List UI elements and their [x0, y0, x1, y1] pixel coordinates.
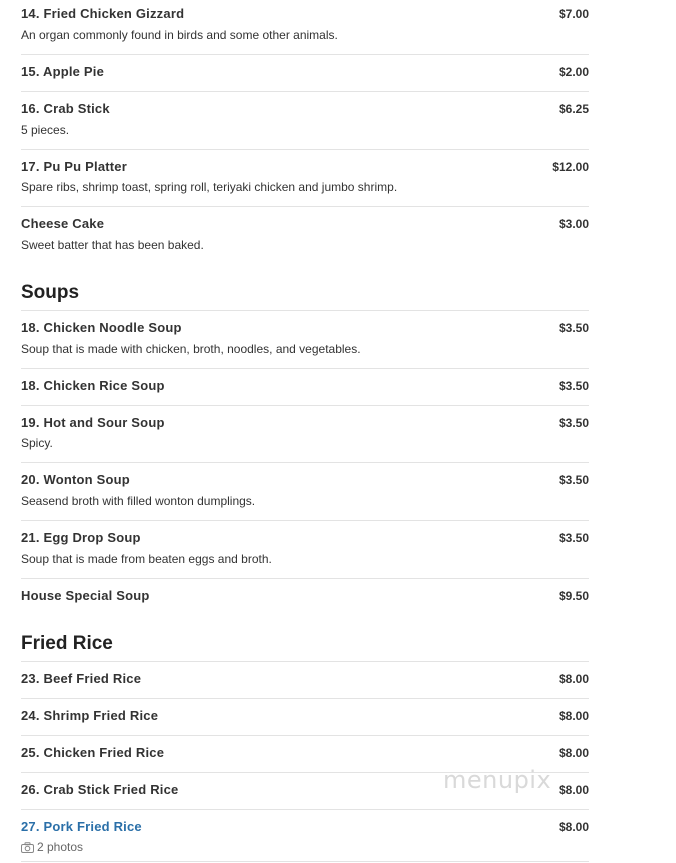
item-price: $3.50	[558, 416, 589, 430]
item-description: Soup that is made from beaten eggs and broth.	[21, 552, 272, 566]
menu-item	[21, 699, 589, 736]
item-description: Spicy.	[21, 436, 53, 450]
item-price: $3.50	[558, 531, 589, 545]
item-name: 17. Pu Pu Platter	[21, 159, 127, 174]
menu-item	[21, 810, 589, 862]
item-price: $8.00	[558, 709, 589, 723]
item-price: $8.00	[558, 746, 589, 760]
menu-item	[21, 369, 589, 406]
menu-item	[21, 0, 589, 55]
item-price: $12.00	[552, 160, 589, 174]
item-price: $6.25	[558, 102, 589, 116]
item-price: $8.00	[558, 783, 589, 797]
item-name: 18. Chicken Noodle Soup	[21, 320, 182, 335]
item-name: 20. Wonton Soup	[21, 472, 130, 487]
item-price: $7.00	[558, 7, 589, 21]
menu-item	[21, 662, 589, 699]
item-name: 25. Chicken Fried Rice	[21, 745, 165, 760]
item-name: 18. Chicken Rice Soup	[21, 378, 165, 393]
menu-item	[21, 150, 589, 207]
item-name: Cheese Cake	[21, 216, 105, 231]
item-description: Seasend broth with filled wonton dumplings.	[21, 494, 256, 508]
item-name: House Special Soup	[21, 588, 150, 603]
menu-item	[21, 55, 589, 92]
item-price: $3.50	[558, 379, 589, 393]
menu-item	[21, 207, 589, 263]
section-title-soups: Soups	[21, 282, 80, 303]
item-name: 21. Egg Drop Soup	[21, 530, 141, 545]
menu-item	[21, 311, 589, 369]
camera-icon	[21, 842, 34, 853]
item-name: 15. Apple Pie	[21, 64, 105, 79]
menu-item	[21, 521, 589, 579]
photos-count: 2 photos	[37, 840, 84, 854]
item-name-link[interactable]: 27. Pork Fried Rice	[21, 819, 142, 834]
item-price: $3.00	[558, 217, 589, 231]
item-name: 26. Crab Stick Fried Rice	[21, 782, 179, 797]
item-price: $9.50	[558, 589, 589, 603]
item-name: 19. Hot and Sour Soup	[21, 415, 165, 430]
item-price: $3.50	[558, 473, 589, 487]
item-name: 24. Shrimp Fried Rice	[21, 708, 159, 723]
item-name: 16. Crab Stick	[21, 101, 110, 116]
menu-item	[21, 92, 589, 150]
item-name: 14. Fried Chicken Gizzard	[21, 6, 185, 21]
item-description: An organ commonly found in birds and some other animals.	[21, 28, 338, 42]
item-name: 23. Beef Fried Rice	[21, 671, 142, 686]
menu-item	[21, 579, 589, 615]
item-description: 5 pieces.	[21, 123, 70, 137]
item-price: $8.00	[558, 820, 589, 834]
photos-link[interactable]	[21, 840, 83, 854]
item-price: $8.00	[558, 672, 589, 686]
item-price: $2.00	[558, 65, 589, 79]
menu-item	[21, 463, 589, 521]
watermark-logo: menupix	[443, 766, 552, 794]
item-description: Soup that is made with chicken, broth, noodles, and vegetables.	[21, 342, 361, 356]
item-description: Sweet batter that has been baked.	[21, 238, 204, 252]
section-title-fried-rice: Fried Rice	[21, 633, 113, 654]
item-description: Spare ribs, shrimp toast, spring roll, teriyaki chicken and jumbo shrimp.	[21, 180, 398, 194]
item-price: $3.50	[558, 321, 589, 335]
menu-item	[21, 406, 589, 463]
